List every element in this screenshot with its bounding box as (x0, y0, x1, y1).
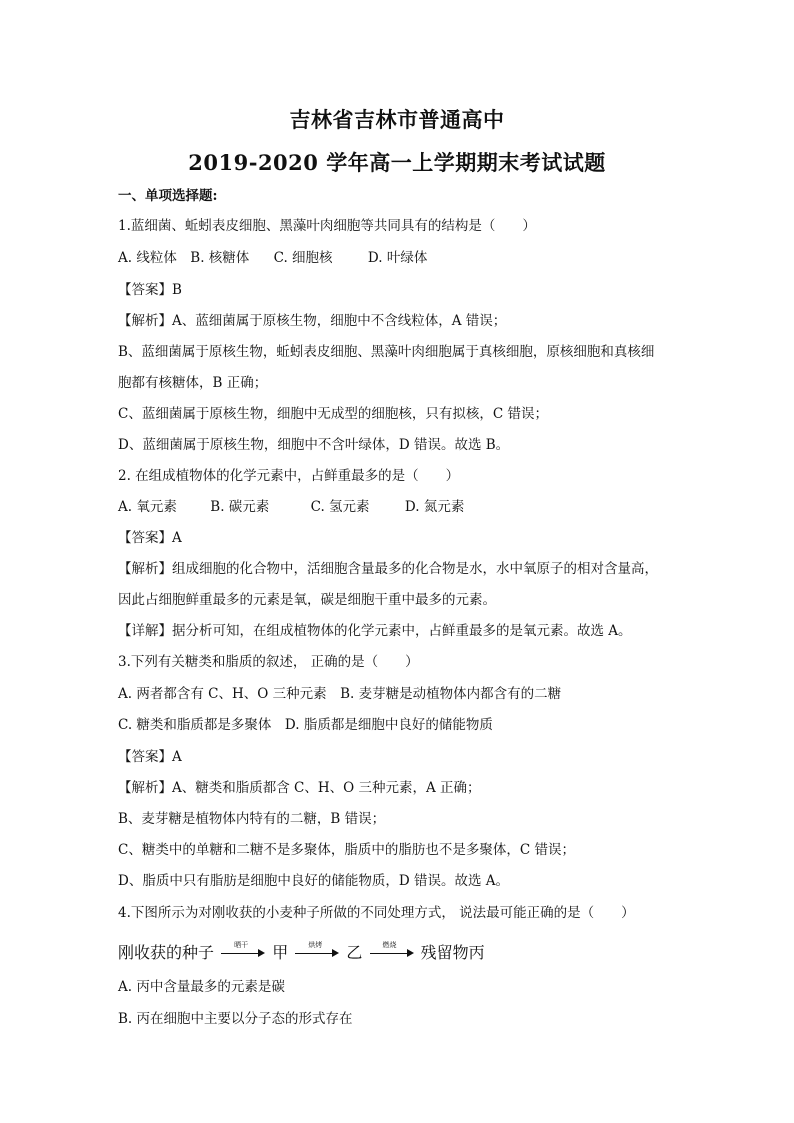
document-subtitle: 2019-2020 学年高一上学期期末考试试题 (188, 150, 606, 175)
flow-arrow-2 (295, 941, 339, 963)
question-2-options (118, 498, 464, 516)
flow-arrow-1 (221, 941, 265, 963)
flow-node-1: 甲 (272, 943, 289, 962)
question-1-analysis-line: 【解析】A、蓝细菌属于原核生物，细胞中不含线粒体，A 错误； (118, 313, 507, 329)
question-3-stem: 3.下列有关糖类和脂质的叙述， 正确的是（ ） (118, 654, 419, 670)
document-title: 吉林省吉林市普通高中 (289, 107, 505, 132)
arrow-shaft (370, 953, 408, 954)
option-d: D. 氮元素 (404, 499, 465, 515)
question-1-analysis-line: D、蓝细菌属于原核生物，细胞中不含叶绿体，D 错误。故选 B。 (118, 437, 510, 453)
question-2-answer: 【答案】A (118, 530, 182, 546)
question-3-options-row: A. 两者都含有 C、H、O 三种元素 B. 麦芽糖是动植物体内都含有的二糖 (118, 686, 562, 702)
arrow-head-icon (258, 949, 265, 957)
option-a: A. 线粒体 (118, 250, 177, 266)
question-4-option-a: A. 丙中含量最多的元素是碳 (118, 979, 285, 995)
question-3-analysis-line: D、脂质中只有脂肪是细胞中良好的储能物质，D 错误。故选 A。 (118, 873, 509, 889)
flow-arrow-3-label: 燃烧 (382, 941, 397, 949)
flow-node-2: 乙 (346, 943, 363, 962)
option-b: B. 碳元素 (210, 499, 270, 515)
question-1-analysis-line: 胞都有核糖体，B 正确； (118, 375, 268, 391)
flow-arrow-2-label: 烘烤 (308, 941, 323, 949)
question-3-analysis-line: C、糖类中的单糖和二糖不是多聚体，脂质中的脂肪也不是多聚体，C 错误； (118, 842, 575, 858)
question-4-stem: 4.下图所示为对刚收获的小麦种子所做的不同处理方式， 说法最可能正确的是（ ） (118, 905, 635, 921)
arrow-shaft (221, 953, 259, 954)
option-c: C. 氢元素 (310, 499, 370, 515)
arrow-head-icon (407, 949, 414, 957)
option-d: D. 叶绿体 (367, 250, 428, 266)
question-3-analysis-line: B、麦芽糖是植物体内特有的二糖，B 错误； (118, 811, 386, 827)
arrow-head-icon (332, 949, 339, 957)
question-1-analysis-line: B、蓝细菌属于原核生物，蚯蚓表皮细胞、黑藻叶肉细胞属于真核细胞，原核细胞和真核细 (118, 344, 655, 360)
question-2-stem: 2. 在组成植物体的化学元素中，占鲜重最多的是（ ） (118, 468, 460, 484)
question-2-analysis-line: 因此占细胞鲜重最多的元素是氧，碳是细胞干重中最多的元素。 (118, 592, 496, 608)
flow-start-label: 刚收获的种子 (118, 943, 215, 962)
question-3-options-row: C. 糖类和脂质都是多聚体 D. 脂质都是细胞中良好的储能物质 (118, 717, 493, 733)
question-1-answer: 【答案】B (118, 282, 182, 298)
arrow-shaft (295, 953, 333, 954)
question-3-answer: 【答案】A (118, 749, 182, 765)
seed-processing-flow (118, 940, 485, 962)
question-1-options (118, 249, 427, 267)
flow-arrow-1-label: 晒干 (234, 941, 249, 949)
question-2-detail-line: 【详解】据分析可知，在组成植物体的化学元素中，占鲜重最多的是氧元素。故选 A。 (118, 623, 632, 639)
option-c: C. 细胞核 (273, 250, 333, 266)
flow-arrow-3 (370, 941, 414, 963)
question-1-stem: 1.蓝细菌、蚯蚓表皮细胞、黑藻叶肉细胞等共同具有的结构是（ ） (118, 218, 536, 234)
question-4-option-b: B. 丙在细胞中主要以分子态的形式存在 (118, 1011, 353, 1027)
option-a: A. 氧元素 (118, 499, 177, 515)
section-heading: 一、单项选择题: (118, 188, 218, 204)
question-1-analysis-line: C、蓝细菌属于原核生物，细胞中无成型的细胞核，只有拟核，C 错误； (118, 406, 548, 422)
question-2-analysis-line: 【解析】组成细胞的化合物中，活细胞含量最多的化合物是水，水中氧原子的相对含量高， (118, 561, 658, 577)
question-3-analysis-line: 【解析】A、糖类和脂质都含 C、H、O 三种元素，A 正确； (118, 780, 481, 796)
flow-end-label: 残留物丙 (420, 943, 485, 962)
option-b: B. 核糖体 (190, 250, 250, 266)
